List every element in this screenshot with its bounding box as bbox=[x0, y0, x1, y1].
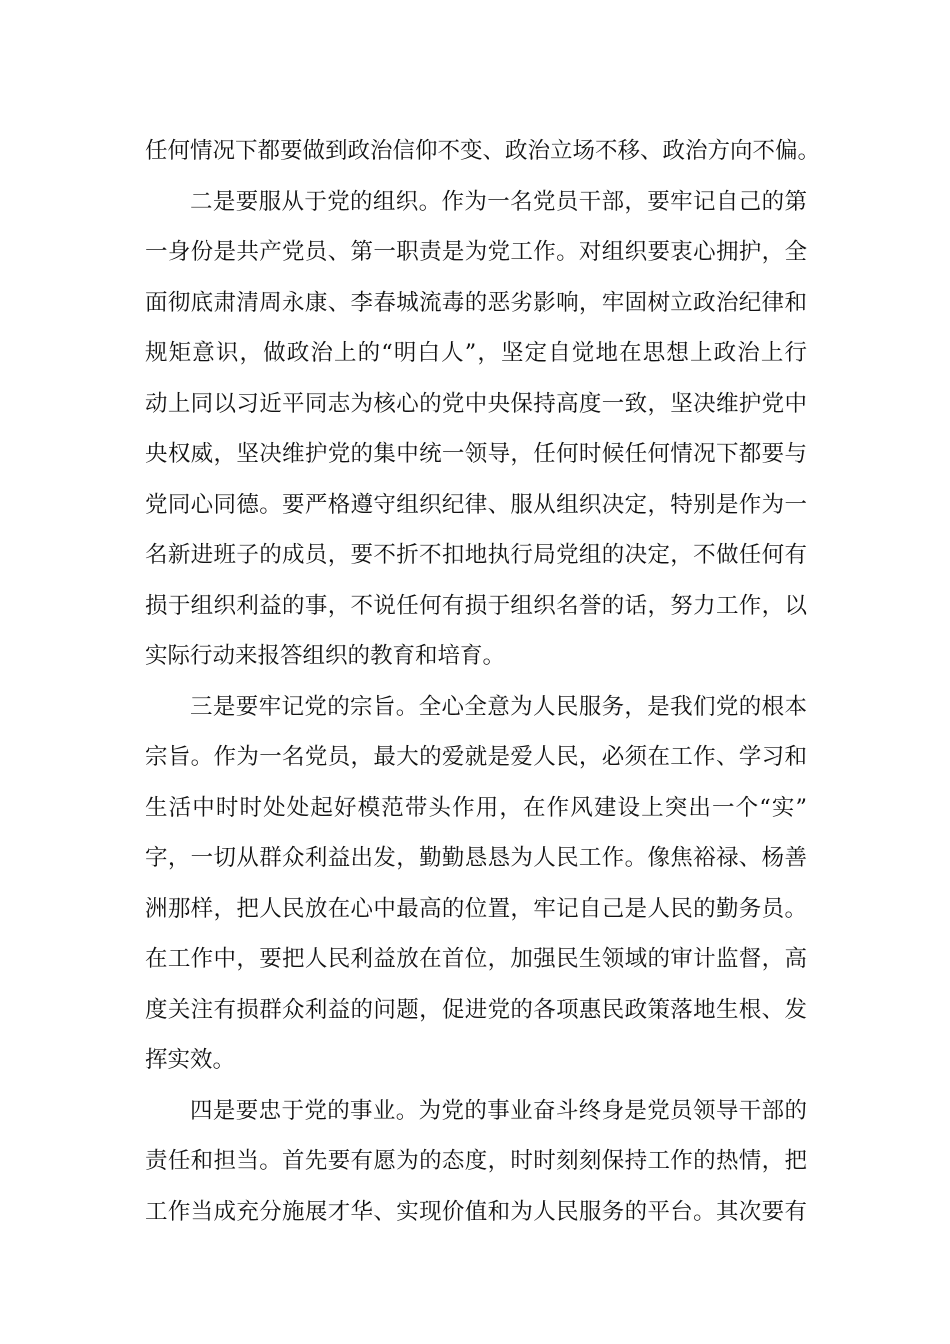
paragraph-end-line: 挥实效。 bbox=[145, 1047, 236, 1073]
text-line: 宗旨。作为一名党员，最大的爱就是爱人民，必须在工作、学习和 bbox=[145, 744, 807, 770]
text-line: 规矩意识，做政治上的“明白人”，坚定自觉地在思想上政治上行 bbox=[145, 340, 807, 366]
paragraph-start-line: 二是要服从于党的组织。作为一名党员干部，要牢记自己的第 bbox=[190, 188, 807, 215]
text-line: 字，一切从群众利益出发，勤勤恳恳为人民工作。像焦裕禄、杨善 bbox=[145, 845, 807, 871]
body-text bbox=[145, 126, 821, 1237]
paragraph-start-line: 四是要忠于党的事业。为党的事业奋斗终身是党员领导干部的 bbox=[190, 1097, 807, 1124]
text-line: 洲那样，把人民放在心中最高的位置，牢记自己是人民的勤务员。 bbox=[145, 895, 807, 922]
text-line: 任何情况下都要做到政治信仰不变、政治立场不移、政治方向不偏。 bbox=[145, 138, 821, 164]
text-line: 央权威，坚决维护党的集中统一领导，任何时候任何情况下都要与 bbox=[145, 441, 807, 467]
text-line: 度关注有损群众利益的问题，促进党的各项惠民政策落地生根、发 bbox=[145, 996, 807, 1023]
text-line: 损于组织利益的事，不说任何有损于组织名誉的话，努力工作，以 bbox=[145, 592, 807, 619]
text-line: 面彻底肃清周永康、李春城流毒的恶劣影响，牢固树立政治纪律和 bbox=[145, 289, 807, 316]
text-line: 工作当成充分施展才华、实现价值和为人民服务的平台。其次要有 bbox=[145, 1198, 807, 1225]
text-line: 一身份是共产党员、第一职责是为党工作。对组织要衷心拥护，全 bbox=[145, 239, 807, 265]
text-line: 名新进班子的成员，要不折不扣地执行局党组的决定，不做任何有 bbox=[145, 542, 807, 568]
text-line: 动上同以习近平同志为核心的党中央保持高度一致，坚决维护党中 bbox=[145, 390, 807, 417]
text-line: 生活中时时处处起好模范带头作用，在作风建设上突出一个“实” bbox=[145, 794, 807, 821]
paragraph-end-line: 实际行动来报答组织的教育和培育。 bbox=[145, 643, 506, 669]
text-line: 责任和担当。首先要有愿为的态度，时时刻刻保持工作的热情，把 bbox=[145, 1148, 807, 1174]
text-line: 在工作中，要把人民利益放在首位，加强民生领域的审计监督，高 bbox=[145, 946, 807, 972]
paragraph-start-line: 三是要牢记党的宗旨。全心全意为人民服务，是我们党的根本 bbox=[190, 693, 807, 720]
text-line: 党同心同德。要严格遵守组织纪律、服从组织决定，特别是作为一 bbox=[145, 491, 807, 518]
